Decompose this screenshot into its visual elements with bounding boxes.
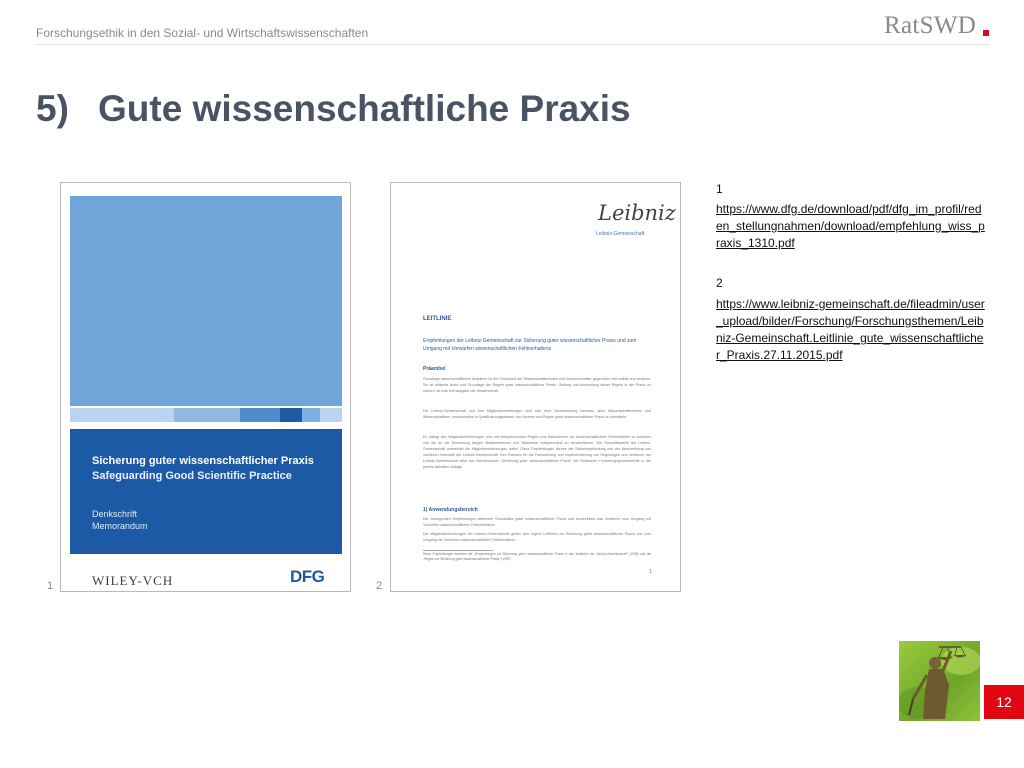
guideline-footnote: Diese Empfehlungen ersetzen die „Empfehlungen zur Sicherung guter wissenschaftlicher Praxis in den Instituten der Leibniz-Gemeinschaft“ (1998) und die „Regeln zur Sicherung guter wissenschaftlicher Praxis“ (1999).	[423, 552, 651, 561]
cover-color-strip	[70, 408, 342, 422]
guideline-paragraph: Die Mitgliedseinrichtungen der Leibniz-Gemeinschaft geben sich eigene Leitlinien zur Sicherung guter wissenschaftlicher Praxis und zum Umgang mit Vorwürfen wissenschaftlichen Fehlverhaltens.	[423, 532, 651, 542]
guideline-paragraph: Grundlage wissenschaftlichen Arbeitens ist die Ehrlichkeit der Wissenschaftlerinnen und Wissenschaftler gegenüber sich selbst und anderen. Sie ist ethische Norm und Grundlage der Regeln guter wissenschaftlicher Praxis. Geltung und Anwendung dieser Regeln in der Praxis zu sichern, ist eine Kernaufgabe der Wissenschaft.	[423, 377, 651, 393]
footnote-rule	[423, 550, 493, 551]
header-divider	[36, 44, 990, 45]
guideline-paragraph: Es obliegt den Mitgliedseinrichtungen, sich mit entsprechenden Regeln und Maßnahmen vor wissenschaftlichem Fehlverhalten zu schützen und die an der Einrichtung tätigen Mitarbeiterinnen und Mitarbeiter entsprechend zu sensibilisieren. Die Geschäftsstelle der Leibniz-Gemeinschaft unterstützt die Mitgliedseinrichtungen dabei. Diese Empfehlungen dienen der Selbstverpflichtung und der Beschreibung von Verfahren innerhalb der Leibniz-Gemeinschaft. Den Rahmen für die Formulierung und Implementierung von Regelungen und Verfahren der Leibniz-Gemeinschaft setzt das Memorandum „Sicherung guter wissenschaftlicher Praxis“ der Deutschen Forschungsgemeinschaft in der jeweils aktuellen Auflage.	[423, 435, 651, 469]
wiley-logo: WILEY-VCH	[92, 573, 174, 588]
slide-title-text: Gute wissenschaftliche Praxis	[98, 88, 631, 129]
reference-link-dfg[interactable]: https://www.dfg.de/download/pdf/dfg_im_profil/reden_stellungnahmen/download/empfehlung_wiss_praxis_1310.pdf	[716, 202, 985, 250]
slide-title	[36, 88, 631, 130]
dfg-logo: DFG	[290, 567, 325, 586]
reference-item	[716, 201, 986, 252]
guideline-paragraph: Die Leibniz-Gemeinschaft und ihre Mitgliedseinrichtungen sind sich ihrer Verantwortung bewusst, allen Wissenschaftlerinnen und Wissenschaftlern, insbesondere in Qualifizierungsphasen, die Normen und Regeln guter wissenschaftlicher Praxis zu vermitteln.	[423, 409, 651, 419]
cover-title-en: Safeguarding Good Scientific Practice	[92, 470, 292, 482]
cover-label-en: Memorandum	[92, 521, 148, 531]
preamble-heading: Präambel	[423, 366, 446, 372]
ratswd-logo: RatSWD	[884, 12, 977, 39]
justitia-statue-image	[899, 641, 980, 721]
guideline-page-number: 1	[649, 569, 652, 575]
logo-red-square	[983, 30, 989, 36]
dfg-memorandum-cover	[60, 182, 351, 592]
justitia-icon	[899, 641, 980, 721]
reference-link-leibniz[interactable]: https://www.leibniz-gemeinschaft.de/fileadmin/user_upload/bilder/Forschung/Forschungsthemen/Leibniz-Gemeinschaft.Leitlinie_gute_wissenschaftlicher_Praxis.27.11.2015.pdf	[716, 297, 985, 362]
cover2-caption: 2	[376, 580, 383, 592]
section-heading: 1) Anwendungsbereich	[423, 507, 478, 513]
reference-number: 2	[716, 276, 723, 290]
guideline-heading: LEITLINIE	[423, 316, 452, 322]
guideline-paragraph: Die vorliegenden Empfehlungen definieren Grundsätze guter wissenschaftlicher Praxis und beschreiben das Verfahren zum Umgang mit Vorwürfen wissenschaftlichen Fehlverhaltens.	[423, 517, 651, 527]
reference-number: 1	[716, 182, 723, 196]
slide-title-number: 5)	[36, 88, 69, 129]
cover-top-panel	[70, 196, 342, 406]
cover-label-de: Denkschrift	[92, 509, 138, 519]
leibniz-logo: Leibniz	[598, 201, 676, 225]
cover1-caption: 1	[47, 580, 54, 592]
page-number-badge: 12	[984, 685, 1024, 719]
cover-title-panel	[70, 429, 342, 554]
presentation-subtitle: Forschungsethik in den Sozial- und Wirtschaftswissenschaften	[36, 26, 369, 40]
leibniz-guideline-page	[390, 182, 681, 592]
leibniz-logo-subtitle: Leibniz-Gemeinschaft	[596, 231, 645, 237]
reference-item	[716, 296, 986, 364]
guideline-subtitle: Empfehlungen der Leibniz-Gemeinschaft zur Sicherung guter wissenschaftlicher Praxis und zum Umgang mit Vorwürfen wissenschaftlichen Fehlverhaltens	[423, 338, 637, 352]
cover-title-de: Sicherung guter wissenschaftlicher Praxis	[92, 455, 314, 467]
